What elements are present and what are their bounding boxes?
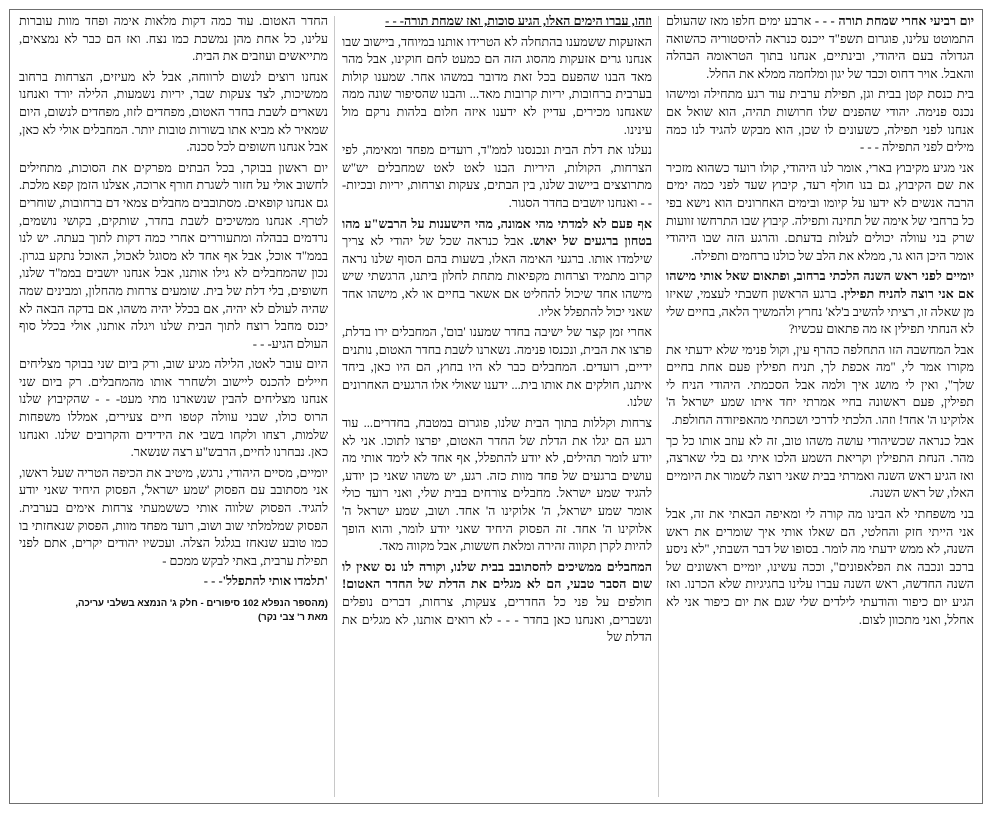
paragraph	[19, 160, 328, 354]
paragraph-text: חולפים על פני כל החדרים, צעקות, צרחות, דברים נופלים ונשברים, ואנחנו כאן בחדר - - - לא רואים אותנו, לא מגלים את הדלת של	[342, 595, 652, 645]
column-divider	[658, 16, 659, 797]
paragraph-text: אחרי זמן קצר של ישיבה בחדר שמענו 'בום', המחבלים ירו בדלת, פרצו את הבית, ונכנסו פנימה. נשארנו לשבת בחדר האטום, נותנים ידיים, רועדים. המחבלים כבר לא היו בחוץ, הם היו כאן, ביחד איתנו, חולקים את אותו בית... ידענו שאולי אלו הרגעים האחרונים שלנו.	[342, 325, 652, 410]
column-divider	[334, 16, 335, 797]
paragraph	[19, 465, 328, 571]
paragraph	[666, 506, 974, 629]
paragraph-lead: יום רביעי אחרי שמחת תורה - - -	[814, 14, 974, 28]
paragraph-text: בני משפחתי לא הבינו מה קורה לי ומאיפה הבאתי את זה, אבל אני הייתי חזק והחלטי, הם שאלו אותי איך שומרים את ראש השנה, לא ממש ידעתי מה לומר. בסופו של דבר השבתי, "לא ניסע ברכב ונכבה את הפלאפונים", וככה עשינו, יומיים ראשונים של השנה החדשה, ראש השנה עברו עלינו בחגיגיות שלא הכרנו. ואז הגיע יום כיפור והודעתי לילדים שלי שגם את יום כיפור אני לא אחלל, ואני מתכוון לצום.	[666, 507, 974, 627]
paragraph	[19, 69, 328, 157]
text-column-3	[19, 13, 328, 801]
paragraph	[666, 433, 974, 503]
paragraph-text: צרחות וקללות בתוך הבית שלנו, פוגרום במטבח, בחדרים... עוד רגע הם יגלו את הדלת של החדר האטום, יפרצו לתוכו. אני לא יודע לומר תהילים, לא יודע להתפלל, אף אחד לא לימד אותי מה עושים ברגעים של פחד מוות כזה. רגע, יש משהו שאני כן יודע, להגיד שמע ישראל. מחבלים צורחים בבית שלי, ואני רועד כולי אומר שמע ישראל, ה' אלוקינו ה' אחד. ושוב, שמע ישראל ה' אלוקינו ה' אחד. זה הפסוק היחיד שאני יודע לומר, והוא הופך להיות לקרן תקווה זהירה ומלאת חששות, אבל מקווה מאד.	[342, 416, 652, 554]
paragraph	[342, 324, 652, 412]
paragraph-text: יומיים, מסיים היהודי, נרגש, מיטיב את הכיפה הטריה שעל ראשו, אני מסתובב עם הפסוק 'שמע ישראל', הפסוק היחיד שאני יודע להגיד. הפסוק שלווה אותי כששמעתי צרחות אימים בערבית. הפסוק שמלמלתי שוב ושוב, רועד מפחד מוות, הפסוק שנאחזתי בו כמו טובע שנאחז בגלגל הצלה. ועכשיו יהודים יקרים, אתם לפני תפילת ערבית, באתי לבקש ממכם -	[19, 465, 328, 568]
paragraph	[342, 142, 652, 212]
paragraph	[19, 13, 328, 66]
paragraph-lead: וזהו, עברו הימים האלו, הגיע סוכות, ואז שמחת תורה- - -	[385, 14, 652, 28]
paragraph-lead: המחבלים ממשיכים להסתובב בבית שלנו, וקורה לנו נס שאין לו שום הסבר טבעי, הם לא מגלים את הדלת של החדר האטום!	[342, 559, 652, 592]
paragraph-text: האזעקות ששמענו בהתחלה לא הטרידו אותנו במיוחד, ביישוב שבו אנחנו גרים אזעקות מהסוג הזה הם כמעט לחם חוקינו, אבל מהר מאד הבנו שהפעם בכל זאת מדובר במשהו אחר. שמענו קולות בערבית ברחובות, יריות קרובות מאד... והבנו שהסיפור שונה ממה שאנחנו מכירים, עדיין לא ידענו איזה חלום בלהות נרקם מול עינינו.	[342, 34, 652, 137]
source-credit-line: (מהספר הנפלא 102 סיפורים - חלק ג' הנמצא בשלבי עריכה,	[75, 598, 328, 609]
paragraph	[666, 268, 974, 338]
source-credit	[19, 597, 328, 625]
paragraph	[342, 216, 652, 322]
paragraph	[342, 415, 652, 556]
paragraph-text: ארבע ימים חלפו מאז שהעולם התמוטט עלינו, פוגרום תשפ"ד ייכנס כנראה להיסטוריה כהשואה הגדולה בעם היהודי, ובינתיים, אנחנו בתוך הטראומה הבהלה והאבל. אויר דחוס וכבד של יגון ומלחמה ממלא את החלל.	[666, 14, 974, 81]
paragraph-text: אני מגיע מקיבוץ בארי, אומר לנו היהודי, קולו רועד כשהוא מזכיר את שם הקיבוץ, גם בנו חולף רעד, קיבוץ שעד לפני כמה ימים הרבה אנשים לא ידעו על קיומו ובימים האחרונים הוא נישא בפי כל ברחבי של אימה של תחינה ותפילה. קיבוץ שבו התרחשו זוועות שרק בני עוולה יכולים לעלות בדעתם. והרגע הזה שבו היהודי אומר היכן הוא גר, ממלא את הלב של כולנו ברחמים ותפילה.	[666, 160, 974, 263]
paragraph	[666, 342, 974, 430]
paragraph	[666, 13, 974, 83]
text-column-1	[666, 13, 974, 801]
paragraph-text: אבל כנראה שכשיהודי עושה משהו טוב, זה לא עוזב אותו כל כך מהר. הנחת התפילין וקריאת השמע הלכו איתי גם בלי שארצה, ואז הגיע ראש השנה ואמרתי בבית שאני רוצה לשמור את היומיים האלו, של ראש השנה.	[666, 433, 974, 501]
paragraph	[342, 559, 652, 647]
paragraph-lead: 'תלמדו אותי להתפלל'- - -	[203, 574, 328, 589]
paragraph-text: יום ראשון בבוקר, בכל הבתים מפרקים את הסוכות, מתחילים לחשוב אולי על חזור לשגרת חורף ארוכה, אצלנו הזמן קפא מלכת. גם אנחנו קופאים. מסתובבים מחבלים צמאי דם ברחובות, שוחרים לטרף. אנחנו ממשיכים לשבת בחדר, שותקים, בקושי נושמים, נרדמים בבהלה ומתעוררים אחרי כמה דקות לתוך בעתה. יש לנו בממ"ד אוכל, אבל אף אחד לא מסוגל לאכול, האוכל נתקע בגרון. נכון שהמחבלים לא גילו אותנו, אבל אנחנו יושבים בממ"ד שלנו, חשופים, בלי דלת של בית. שומעים צרחות מהחלון, ומבינים שמה שהיה לעולם לא יהיה, אם בכלל יהיה משהו, אם בדקה הבאה לא יכנס מחבל רוצח לתוך הבית שלנו ויגלה אותנו, אולי בכלל סוף העולם הגיע- - -	[19, 160, 328, 351]
paragraph-lead: אף פעם לא למדתי מהי אמונה, מהי הישענות על הרבש"ע מהו בטחון ברגעים של יאוש.	[342, 216, 652, 249]
paragraph	[19, 573, 328, 591]
paragraph	[666, 86, 974, 156]
paragraph-text: בית כנסת קטן בבית וגן, תפילת ערבית עוד רגע מתחילה ומישהו נכנס פנימה. יהודי שהפנים שלו חרושות תהיה, הוא שואל אם אנחנו לפני תפילה, כשעונים לו שכן, הוא מבקש להגיד לנו כמה מילים לפני התפילה - - -	[666, 87, 974, 155]
paragraph-text: אבל המחשבה הזו התחלפה כהרף עין, וקול פנימי שלא ידעתי את מקורו אמר לי, "מה אכפת לך, תניח תפילין פעם אחת בחיים שלך", ואין לי מושג איך ולמה אבל הסכמתי. היהודי הניח לי תפילין, פעם ראשונה בחיי אמרתי יחד איתו שמע ישראל ה' אלוקינו ה' אחד! וזהו. הלכתי לדרכי ושכחתי מהאפיזודה החולפת.	[666, 342, 974, 428]
paragraph-text: ברגע הראשון חשבתי לעצמי, שאיזו מן שאלה זו, רציתי להשיב ב'לא' נחרץ ולהמשיך הלאה, בחיים שלי לא הנחתי תפילין אז מה פתאום עכשיו?	[666, 286, 974, 337]
paragraph-text: החדר האטום. עוד כמה דקות מלאות אימה ופחד מוות עוברות עלינו, כל אחת מהן נמשכת כמו נצח. ואז הם כבר לא נמצאים, מתייאשים ועוזבים את הבית.	[19, 14, 328, 64]
text-column-2	[342, 13, 652, 801]
paragraph	[342, 13, 652, 31]
paragraph-text: נעלנו את דלת הבית ונכנסנו לממ"ד, רועדים מפחד ומאימה, לפי הצרחות, הקולות, היריות הבנו לאט לאט שמחבלים יש"ש מתרוצצים ביישוב שלנו, בין הבתים, צעקות וצרחות, יריות ובכיות- - - ואנחנו יושבים בחדר הסגור.	[342, 143, 652, 210]
paragraph-lead: יומיים לפני ראש השנה הלכתי ברחוב, ופתאום שאל אותי מישהו אם אני רוצה להניח תפילין.	[666, 269, 974, 301]
paragraph-text: היום עובר לאטו, הלילה מגיע שוב, ורק ביום שני בבוקר מצליחים חיילים להכנס ליישוב ולשחרר אותו מהמחבלים. רק ביום שני אנחנו מצליחים להבין שנשארנו מתי מעט- - - שהקיבוץ שלנו הרוס כולו, שבני עוולה קטפו חיים צעירים, אמללו משפחות שלמות, רצחו ולקחו בשבי את הידידים והקרובים שלנו. ואנחנו כאן. נבחרנו לחיים, הרבש"ע רצה שנשאר.	[19, 357, 328, 460]
source-credit-line: מאת ר' צבי נקר)	[257, 612, 328, 623]
paragraph	[342, 34, 652, 140]
paragraph	[666, 160, 974, 266]
paragraph	[19, 356, 328, 462]
paragraph-text: אנחנו רוצים לנשום לרווחה, אבל לא מעיזים, הצרחות ברחוב ממשיכות, לצד צעקות שבר, יריות נשמעות, הלילה יורד ואנחנו נשארים לשבת בחדר האטום, מפחדים לזוז, מפחדים לנשום, היום שמאיר לא מביא אתו בשורות טובות יותר. המחבלים אולי לא כאן, אבל אנחנו חשופים לכל סכנה.	[19, 69, 328, 155]
paragraph-text: אבל כנראה שכל של יהודי לא צריך שילמדו אותו. ברגעי האימה האלו, בשעות בהם הסוף שלנו נראה קרוב מתמיד וצרחות מקפיאות מתחת לחלון ביתנו, הרגשתי שיש מישהו אחד שיכול להחליט אם אשאר בחיים או לא, מישהו אחד שאני יכול להתפלל אליו.	[342, 234, 652, 319]
